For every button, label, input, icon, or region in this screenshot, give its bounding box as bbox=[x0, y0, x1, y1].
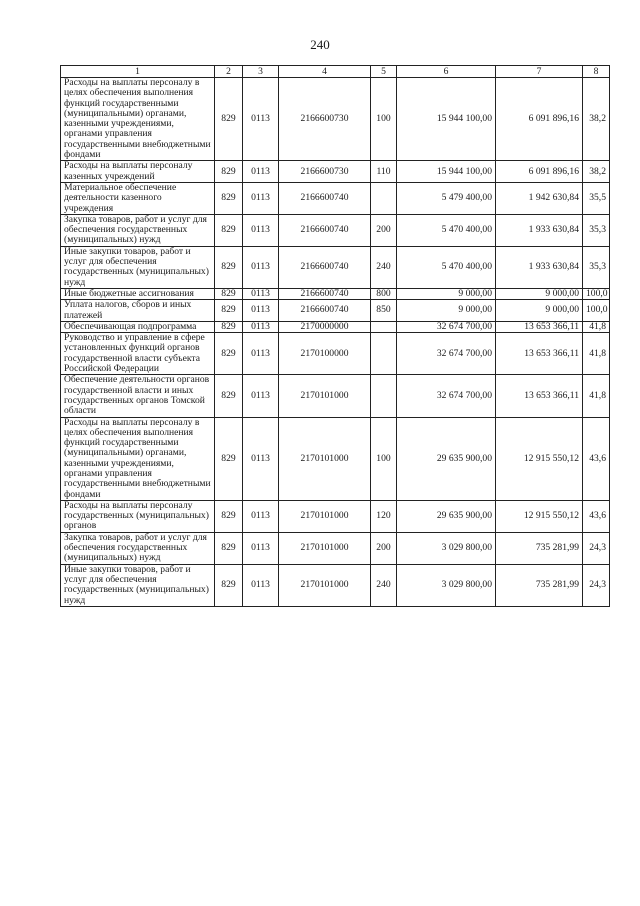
execution-percent: 24,3 bbox=[583, 564, 610, 606]
section-code: 0113 bbox=[243, 161, 279, 183]
table-row bbox=[61, 288, 610, 299]
expense-name: Иные бюджетные ассигнования bbox=[61, 288, 215, 299]
expense-type-code: 100 bbox=[371, 417, 397, 500]
execution-percent: 35,5 bbox=[583, 182, 610, 214]
grbs-code: 829 bbox=[215, 417, 243, 500]
table-row bbox=[61, 161, 610, 183]
execution-percent: 43,6 bbox=[583, 417, 610, 500]
expense-type-code: 240 bbox=[371, 564, 397, 606]
expense-name: Обеспечение деятельности органов государственной власти и иных государственных органов Томской области bbox=[61, 375, 215, 417]
execution-percent: 100,0 bbox=[583, 300, 610, 322]
executed-amount: 6 091 896,16 bbox=[496, 78, 583, 161]
plan-amount: 5 470 400,00 bbox=[397, 214, 496, 246]
target-article-code: 2166600730 bbox=[279, 161, 371, 183]
expense-type-code: 200 bbox=[371, 214, 397, 246]
plan-amount: 32 674 700,00 bbox=[397, 375, 496, 417]
expense-name: Закупка товаров, работ и услуг для обеспечения государственных (муниципальных) нужд bbox=[61, 532, 215, 564]
expense-type-code bbox=[371, 375, 397, 417]
section-code: 0113 bbox=[243, 78, 279, 161]
expense-name: Закупка товаров, работ и услуг для обеспечения государственных (муниципальных) нужд bbox=[61, 214, 215, 246]
expense-type-code: 110 bbox=[371, 161, 397, 183]
table-row bbox=[61, 214, 610, 246]
expense-name: Расходы на выплаты персоналу государственных (муниципальных) органов bbox=[61, 500, 215, 532]
target-article-code: 2166600740 bbox=[279, 214, 371, 246]
grbs-code: 829 bbox=[215, 288, 243, 299]
expense-name: Расходы на выплаты персоналу в целях обеспечения выполнения функций государственными (муниципальными) органами, казенными учреждениями, органами управления государственными внебюджетными фондами bbox=[61, 78, 215, 161]
execution-percent: 41,8 bbox=[583, 321, 610, 332]
column-header-8: 8 bbox=[583, 66, 610, 78]
table-body bbox=[61, 78, 610, 607]
column-header-4: 4 bbox=[279, 66, 371, 78]
target-article-code: 2170101000 bbox=[279, 532, 371, 564]
section-code: 0113 bbox=[243, 300, 279, 322]
expense-name: Расходы на выплаты персоналу в целях обеспечения выполнения функций государственными (муниципальными) органами, казенными учреждениями, органами управления государственными внебюджетными фондами bbox=[61, 417, 215, 500]
executed-amount: 12 915 550,12 bbox=[496, 417, 583, 500]
table-row bbox=[61, 333, 610, 375]
section-code: 0113 bbox=[243, 321, 279, 332]
plan-amount: 32 674 700,00 bbox=[397, 333, 496, 375]
executed-amount: 9 000,00 bbox=[496, 288, 583, 299]
table-row bbox=[61, 500, 610, 532]
table-row bbox=[61, 417, 610, 500]
plan-amount: 29 635 900,00 bbox=[397, 500, 496, 532]
expense-name: Обеспечивающая подпрограмма bbox=[61, 321, 215, 332]
table-row bbox=[61, 78, 610, 161]
executed-amount: 6 091 896,16 bbox=[496, 161, 583, 183]
column-header-2: 2 bbox=[215, 66, 243, 78]
target-article-code: 2166600730 bbox=[279, 78, 371, 161]
table-row bbox=[61, 246, 610, 288]
grbs-code: 829 bbox=[215, 78, 243, 161]
grbs-code: 829 bbox=[215, 214, 243, 246]
expense-name: Иные закупки товаров, работ и услуг для обеспечения государственных (муниципальных) нужд bbox=[61, 564, 215, 606]
plan-amount: 32 674 700,00 bbox=[397, 321, 496, 332]
executed-amount: 12 915 550,12 bbox=[496, 500, 583, 532]
grbs-code: 829 bbox=[215, 564, 243, 606]
expense-type-code: 100 bbox=[371, 78, 397, 161]
section-code: 0113 bbox=[243, 375, 279, 417]
expense-type-code: 800 bbox=[371, 288, 397, 299]
execution-percent: 38,2 bbox=[583, 78, 610, 161]
table-row bbox=[61, 300, 610, 322]
target-article-code: 2166600740 bbox=[279, 288, 371, 299]
executed-amount: 1 942 630,84 bbox=[496, 182, 583, 214]
section-code: 0113 bbox=[243, 417, 279, 500]
section-code: 0113 bbox=[243, 532, 279, 564]
execution-percent: 41,8 bbox=[583, 375, 610, 417]
target-article-code: 2166600740 bbox=[279, 182, 371, 214]
executed-amount: 13 653 366,11 bbox=[496, 375, 583, 417]
column-header-1: 1 bbox=[61, 66, 215, 78]
execution-percent: 24,3 bbox=[583, 532, 610, 564]
plan-amount: 5 479 400,00 bbox=[397, 182, 496, 214]
column-header-5: 5 bbox=[371, 66, 397, 78]
grbs-code: 829 bbox=[215, 333, 243, 375]
target-article-code: 2166600740 bbox=[279, 246, 371, 288]
grbs-code: 829 bbox=[215, 182, 243, 214]
grbs-code: 829 bbox=[215, 300, 243, 322]
expense-type-code: 120 bbox=[371, 500, 397, 532]
target-article-code: 2170101000 bbox=[279, 417, 371, 500]
page-number: 240 bbox=[310, 37, 330, 52]
column-header-6: 6 bbox=[397, 66, 496, 78]
executed-amount: 13 653 366,11 bbox=[496, 333, 583, 375]
plan-amount: 3 029 800,00 bbox=[397, 532, 496, 564]
executed-amount: 1 933 630,84 bbox=[496, 246, 583, 288]
table-header-row bbox=[61, 66, 610, 78]
plan-amount: 15 944 100,00 bbox=[397, 78, 496, 161]
expense-name: Расходы на выплаты персоналу казенных учреждений bbox=[61, 161, 215, 183]
expense-type-code: 200 bbox=[371, 532, 397, 564]
executed-amount: 735 281,99 bbox=[496, 532, 583, 564]
target-article-code: 2170101000 bbox=[279, 564, 371, 606]
column-header-3: 3 bbox=[243, 66, 279, 78]
column-header-7: 7 bbox=[496, 66, 583, 78]
grbs-code: 829 bbox=[215, 375, 243, 417]
table-row bbox=[61, 182, 610, 214]
executed-amount: 9 000,00 bbox=[496, 300, 583, 322]
section-code: 0113 bbox=[243, 214, 279, 246]
expense-type-code bbox=[371, 182, 397, 214]
execution-percent: 43,6 bbox=[583, 500, 610, 532]
expense-type-code: 240 bbox=[371, 246, 397, 288]
plan-amount: 9 000,00 bbox=[397, 300, 496, 322]
expense-name: Руководство и управление в сфере установленных функций органов государственной власти субъекта Российской Федерации bbox=[61, 333, 215, 375]
executed-amount: 735 281,99 bbox=[496, 564, 583, 606]
target-article-code: 2170101000 bbox=[279, 500, 371, 532]
section-code: 0113 bbox=[243, 500, 279, 532]
table-row bbox=[61, 321, 610, 332]
target-article-code: 2170000000 bbox=[279, 321, 371, 332]
grbs-code: 829 bbox=[215, 246, 243, 288]
section-code: 0113 bbox=[243, 246, 279, 288]
section-code: 0113 bbox=[243, 182, 279, 214]
target-article-code: 2170100000 bbox=[279, 333, 371, 375]
executed-amount: 1 933 630,84 bbox=[496, 214, 583, 246]
expense-name: Иные закупки товаров, работ и услуг для обеспечения государственных (муниципальных) нужд bbox=[61, 246, 215, 288]
section-code: 0113 bbox=[243, 333, 279, 375]
section-code: 0113 bbox=[243, 288, 279, 299]
grbs-code: 829 bbox=[215, 500, 243, 532]
plan-amount: 5 470 400,00 bbox=[397, 246, 496, 288]
expense-name: Уплата налогов, сборов и иных платежей bbox=[61, 300, 215, 322]
expense-type-code bbox=[371, 321, 397, 332]
execution-percent: 38,2 bbox=[583, 161, 610, 183]
target-article-code: 2166600740 bbox=[279, 300, 371, 322]
executed-amount: 13 653 366,11 bbox=[496, 321, 583, 332]
plan-amount: 3 029 800,00 bbox=[397, 564, 496, 606]
table-row bbox=[61, 564, 610, 606]
budget-table bbox=[60, 65, 610, 607]
expense-type-code bbox=[371, 333, 397, 375]
table-row bbox=[61, 375, 610, 417]
expense-type-code: 850 bbox=[371, 300, 397, 322]
expense-name: Материальное обеспечение деятельности казенного учреждения bbox=[61, 182, 215, 214]
execution-percent: 35,3 bbox=[583, 214, 610, 246]
execution-percent: 41,8 bbox=[583, 333, 610, 375]
grbs-code: 829 bbox=[215, 321, 243, 332]
plan-amount: 29 635 900,00 bbox=[397, 417, 496, 500]
target-article-code: 2170101000 bbox=[279, 375, 371, 417]
plan-amount: 9 000,00 bbox=[397, 288, 496, 299]
section-code: 0113 bbox=[243, 564, 279, 606]
grbs-code: 829 bbox=[215, 532, 243, 564]
grbs-code: 829 bbox=[215, 161, 243, 183]
execution-percent: 35,3 bbox=[583, 246, 610, 288]
execution-percent: 100,0 bbox=[583, 288, 610, 299]
plan-amount: 15 944 100,00 bbox=[397, 161, 496, 183]
table-row bbox=[61, 532, 610, 564]
